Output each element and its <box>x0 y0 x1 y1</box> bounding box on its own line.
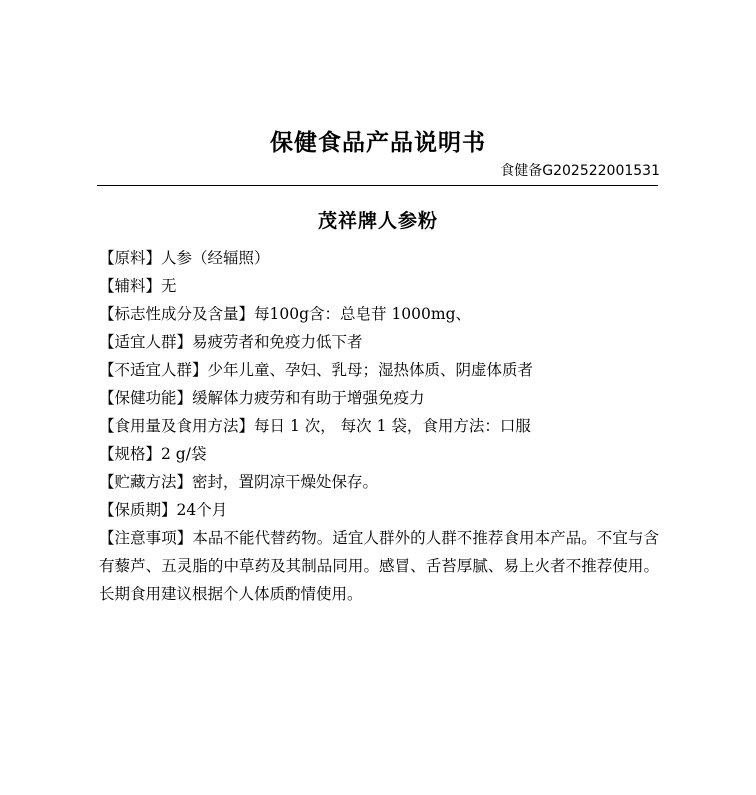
field-value: 无 <box>161 277 177 295</box>
field-label: 【保质期】 <box>99 501 177 519</box>
field-health-function <box>99 384 659 412</box>
product-name: 茂祥牌人参粉 <box>317 210 438 232</box>
field-label: 【原料】 <box>99 249 162 267</box>
field-suitable-population <box>99 328 659 356</box>
field-label: 【食用量及食用方法】 <box>99 417 255 435</box>
field-value: 缓解体力疲劳和有助于增强免疫力 <box>192 389 425 407</box>
field-specification <box>99 440 659 468</box>
divider-line <box>97 185 658 186</box>
field-value: 每100g含：总皂苷 1000mg、 <box>254 305 472 323</box>
field-label: 【辅料】 <box>99 277 162 295</box>
registration-number: 食健备G202522001531 <box>500 163 660 179</box>
field-excipients <box>99 272 659 300</box>
field-value: 少年儿童、孕妇、乳母；湿热体质、阴虚体质者 <box>207 361 534 379</box>
field-value: 24个月 <box>176 501 228 519</box>
field-storage <box>99 468 659 496</box>
field-shelf-life <box>99 496 659 524</box>
field-value: 人参（经辐照） <box>161 249 270 267</box>
field-label: 【规格】 <box>99 445 162 463</box>
field-value: 每日 1 次， 每次 1 袋，食用方法：口服 <box>254 417 531 435</box>
field-label: 【标志性成分及含量】 <box>99 305 255 323</box>
field-marker-content <box>99 300 659 328</box>
field-value: 密封，置阴凉干燥处保存。 <box>192 473 379 491</box>
document-title: 保健食品产品说明书 <box>270 130 486 156</box>
field-label: 【适宜人群】 <box>99 333 193 351</box>
field-list <box>99 244 659 608</box>
field-value: 2 g/袋 <box>161 445 207 463</box>
field-value: 本品不能代替药物。适宜人群外的人群不推荐食用本产品。不宜与含有藜芦、五灵脂的中草药及其制品同用。感冒、舌苔厚腻、易上火者不推荐使用。长期食用建议根据个人体质酌情使用。 <box>99 529 659 603</box>
field-dosage <box>99 412 659 440</box>
field-ingredients <box>99 244 659 272</box>
field-unsuitable-population <box>99 356 659 384</box>
field-label: 【不适宜人群】 <box>99 361 208 379</box>
field-value: 易疲劳者和免疫力低下者 <box>192 333 363 351</box>
field-label: 【贮藏方法】 <box>99 473 193 491</box>
field-label: 【注意事项】 <box>99 529 193 547</box>
field-precautions <box>99 524 659 608</box>
field-label: 【保健功能】 <box>99 389 193 407</box>
